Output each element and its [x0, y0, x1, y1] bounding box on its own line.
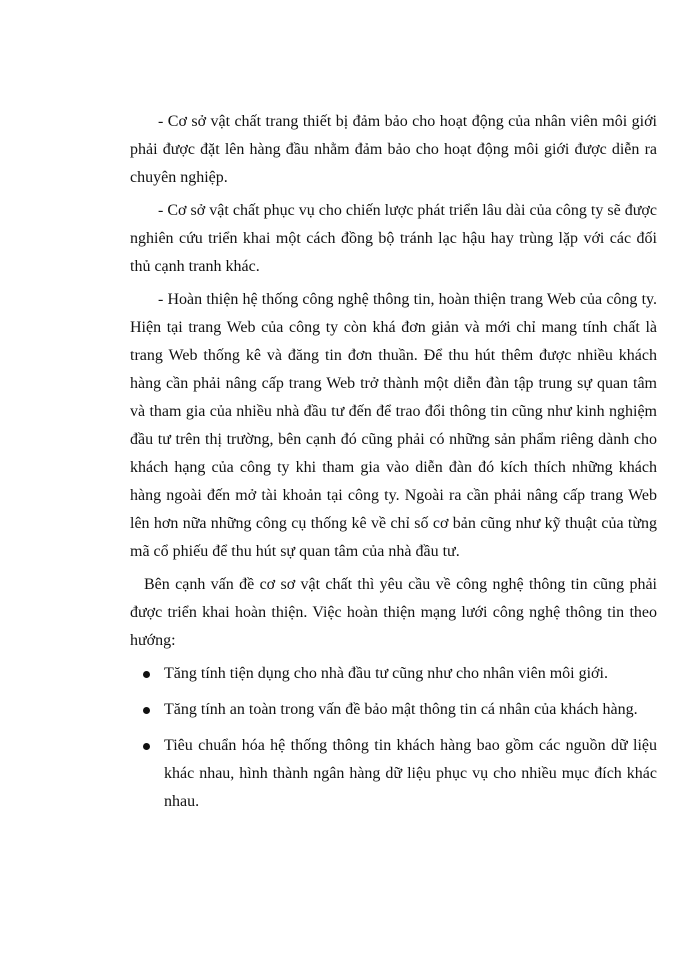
- paragraph-facilities-broker: - Cơ sở vật chất trang thiết bị đảm bảo cho hoạt động của nhân viên môi giới phải được đặt lên hàng đầu nhằm đảm bảo cho hoạt động môi giới được diễn ra chuyên nghiệp.: [130, 113, 657, 186]
- list-item: [130, 660, 657, 688]
- it-goals-list: [130, 660, 657, 816]
- list-item: [130, 732, 657, 816]
- bullet-text-convenience: Tăng tính tiện dụng cho nhà đầu tư cũng như cho nhân viên môi giới.: [164, 665, 608, 682]
- filled-circle-bullet-icon: [142, 732, 152, 760]
- filled-circle-bullet-icon: [142, 660, 152, 688]
- filled-circle-bullet-icon: [142, 696, 152, 724]
- paragraph-website-improvement: - Hoàn thiện hệ thống công nghệ thông tin, hoàn thiện trang Web của công ty. Hiện tại trang Web của công ty còn khá đơn giản và mới chỉ mang tính chất là trang Web thống kê và đăng tin đơn thuần. Để thu hút thêm được nhiều khách hàng cần phải nâng cấp trang Web trở thành một diễn đàn tập trung sự quan tâm và tham gia của nhiều nhà đầu tư đến để trao đổi thông tin cũng như kinh nghiệm đầu tư trên thị trường, bên cạnh đó cũng phải có những sản phẩm riêng dành cho khách hạng của công ty khi tham gia vào diễn đàn đó kích thích những khách hàng ngoài đến mở tài khoản tại công ty. Ngoài ra cần phải nâng cấp trang Web lên hơn nữa những công cụ thống kê về chỉ số cơ bản cũng như kỹ thuật của từng mã cổ phiếu để thu hút sự quan tâm của nhà đầu tư.: [130, 291, 657, 560]
- document-body: [130, 108, 657, 824]
- paragraph-it-requirements: Bên cạnh vấn đề cơ sơ vật chất thì yêu cầu về công nghệ thông tin cũng phải được triển khai hoàn thiện. Việc hoàn thiện mạng lưới công nghệ thông tin theo hướng:: [130, 576, 657, 649]
- paragraph-facilities-strategy: - Cơ sở vật chất phục vụ cho chiến lược phát triển lâu dài của công ty sẽ được nghiên cứu triển khai một cách đồng bộ tránh lạc hậu hay trùng lặp với các đối thủ cạnh tranh khác.: [130, 202, 657, 275]
- bullet-text-standardization: Tiêu chuẩn hóa hệ thống thông tin khách hàng bao gồm các nguồn dữ liệu khác nhau, hình thành ngân hàng dữ liệu phục vụ cho nhiều mục đích khác nhau.: [164, 737, 657, 810]
- list-item: [130, 696, 657, 724]
- bullet-text-security: Tăng tính an toàn trong vấn đề bảo mật thông tin cá nhân của khách hàng.: [164, 701, 638, 718]
